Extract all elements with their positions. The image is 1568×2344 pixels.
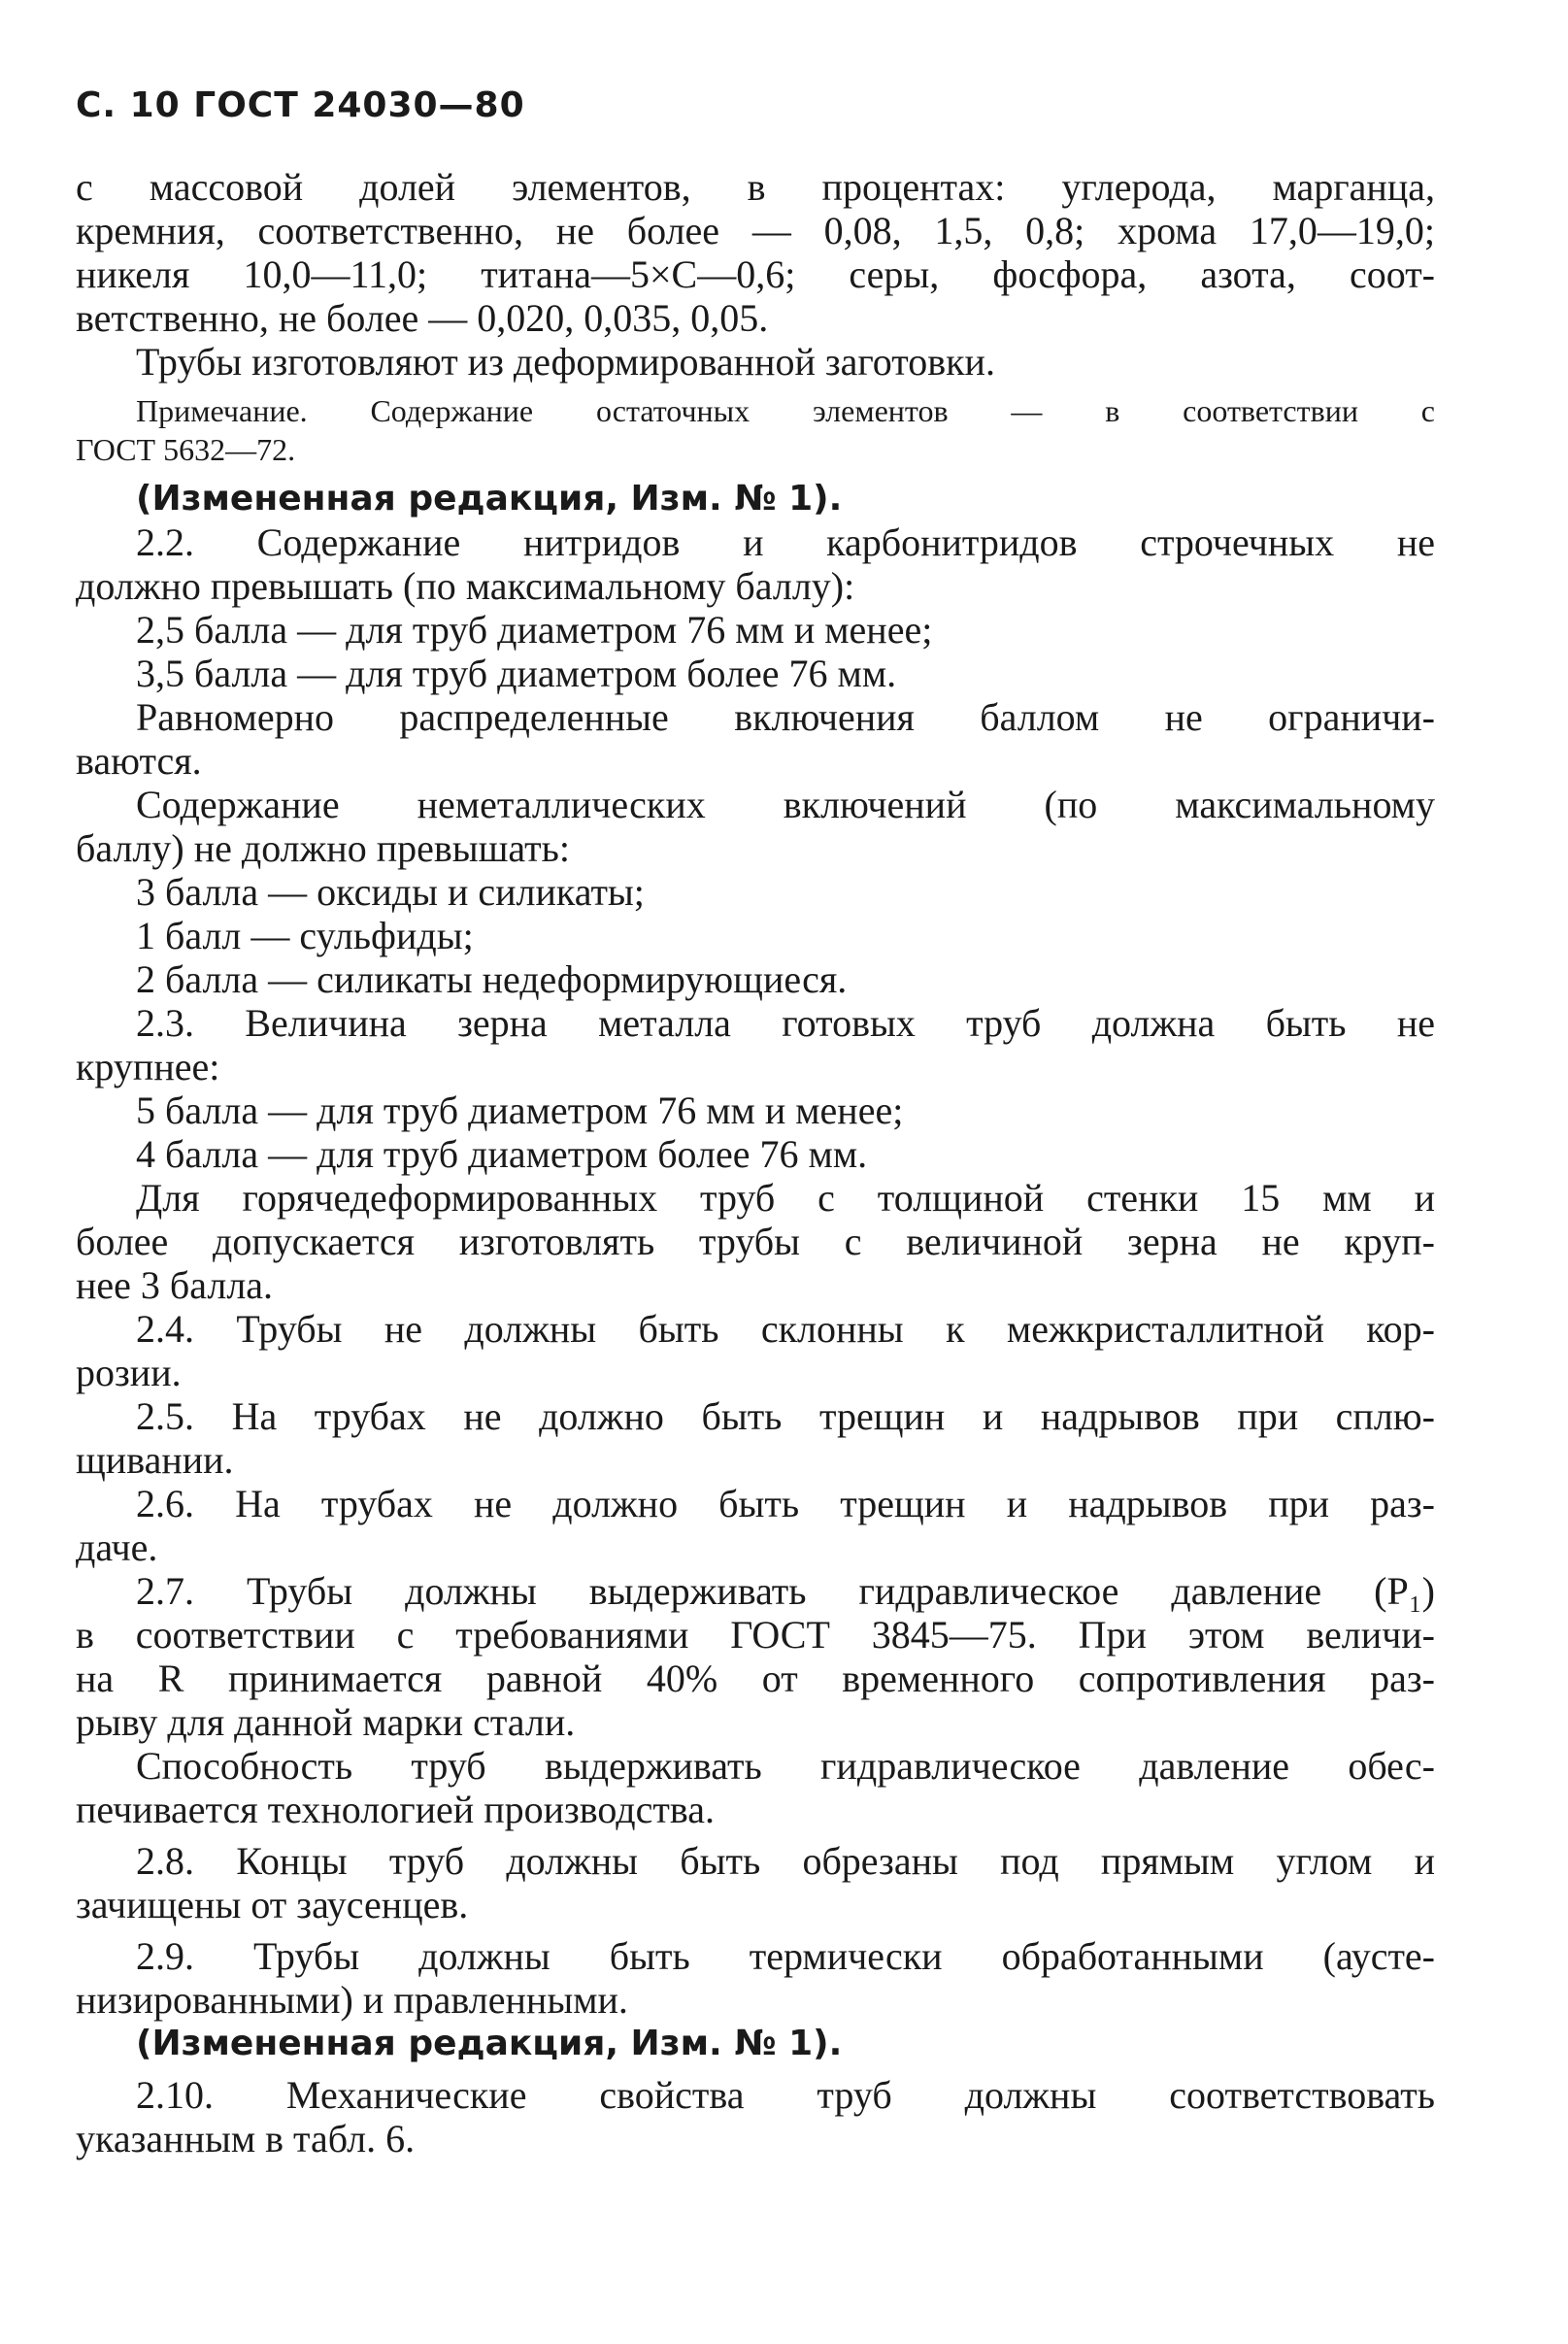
text-line: ветственно, не более — 0,020, 0,035, 0,05. — [76, 296, 769, 340]
text-line: ваются. — [76, 739, 202, 783]
text-line: 2.8. Концы труб должны быть обрезаны под прямым углом и — [136, 1839, 1435, 1883]
text-line: на R принимается равной 40% от временного сопротивления раз- — [76, 1657, 1435, 1700]
text-line: 2 балла — силикаты недеформирующиеся. — [136, 957, 848, 1001]
text-line: 2.3. Величина зерна металла готовых труб должна быть не — [136, 1001, 1435, 1045]
text-line: Содержание неметаллических включений (по максимальному — [136, 783, 1435, 826]
text-line: 4 балла — для труб диаметром более 76 мм. — [136, 1132, 868, 1176]
text-line: Равномерно распределенные включения баллом не ограничи- — [136, 695, 1435, 739]
text-line: (Измененная редакция, Изм. № 1). — [136, 479, 843, 519]
text-line: 3,5 балла — для труб диаметром более 76 мм. — [136, 652, 897, 695]
text-line: 2.10. Механические свойства труб должны соответствовать — [136, 2073, 1435, 2117]
text-line: печивается технологией производства. — [76, 1788, 715, 1831]
text-line: 2.6. На трубах не должно быть трещин и надрывов при раз- — [136, 1482, 1435, 1525]
text-line: крупнее: — [76, 1045, 220, 1088]
text-line: Примечание. Содержание остаточных элементов — в соответствии с — [136, 393, 1435, 428]
text-line: 2.7. Трубы должны выдерживать гидравлическое давление (P₁) — [136, 1569, 1435, 1613]
document-body — [76, 165, 1435, 2160]
text-line: ГОСТ 5632—72. — [76, 432, 296, 467]
text-line: (Измененная редакция, Изм. № 1). — [136, 2024, 843, 2063]
text-line: 2,5 балла — для труб диаметром 76 мм и менее; — [136, 608, 933, 652]
text-line: баллу) не должно превышать: — [76, 826, 570, 870]
text-line: более допускается изготовлять трубы с величиной зерна не круп- — [76, 1220, 1435, 1263]
text-line: 5 балла — для труб диаметром 76 мм и менее; — [136, 1088, 904, 1132]
text-line: нее 3 балла. — [76, 1263, 274, 1307]
text-line: 1 балл — сульфиды; — [136, 914, 474, 957]
page-header: С. 10 ГОСТ 24030—80 — [76, 85, 525, 125]
text-line: зачищены от заусенцев. — [76, 1883, 469, 1926]
text-line: указанным в табл. 6. — [76, 2117, 416, 2160]
text-line: даче. — [76, 1525, 158, 1569]
text-line: с массовой долей элементов, в процентах: углерода, марганца, — [76, 165, 1435, 209]
text-line: Для горячедеформированных труб с толщиной стенки 15 мм и — [136, 1176, 1435, 1220]
text-line: Трубы изготовляют из деформированной заготовки. — [136, 340, 995, 384]
text-line: должно превышать (по максимальному баллу): — [76, 564, 855, 608]
text-line: рыву для данной марки стали. — [76, 1700, 576, 1744]
text-line: Способность труб выдерживать гидравлическое давление обес- — [136, 1744, 1435, 1788]
text-line: розии. — [76, 1351, 182, 1394]
text-line: щивании. — [76, 1438, 234, 1482]
text-line: никеля 10,0—11,0; титана—5×С—0,6; серы, фосфора, азота, соот- — [76, 252, 1435, 296]
text-line: 2.4. Трубы не должны быть склонны к межкристаллитной кор- — [136, 1307, 1435, 1351]
text-line: 2.2. Содержание нитридов и карбонитридов строчечных не — [136, 520, 1435, 564]
text-line: 3 балла — оксиды и силикаты; — [136, 870, 645, 914]
text-line: кремния, соответственно, не более — 0,08, 1,5, 0,8; хрома 17,0—19,0; — [76, 209, 1435, 252]
text-line: в соответствии с требованиями ГОСТ 3845—75. При этом величи- — [76, 1613, 1435, 1657]
text-line: низированными) и правленными. — [76, 1978, 628, 2022]
text-line: 2.9. Трубы должны быть термически обработанными (аусте- — [136, 1934, 1435, 1978]
text-line: 2.5. На трубах не должно быть трещин и надрывов при сплю- — [136, 1394, 1435, 1438]
